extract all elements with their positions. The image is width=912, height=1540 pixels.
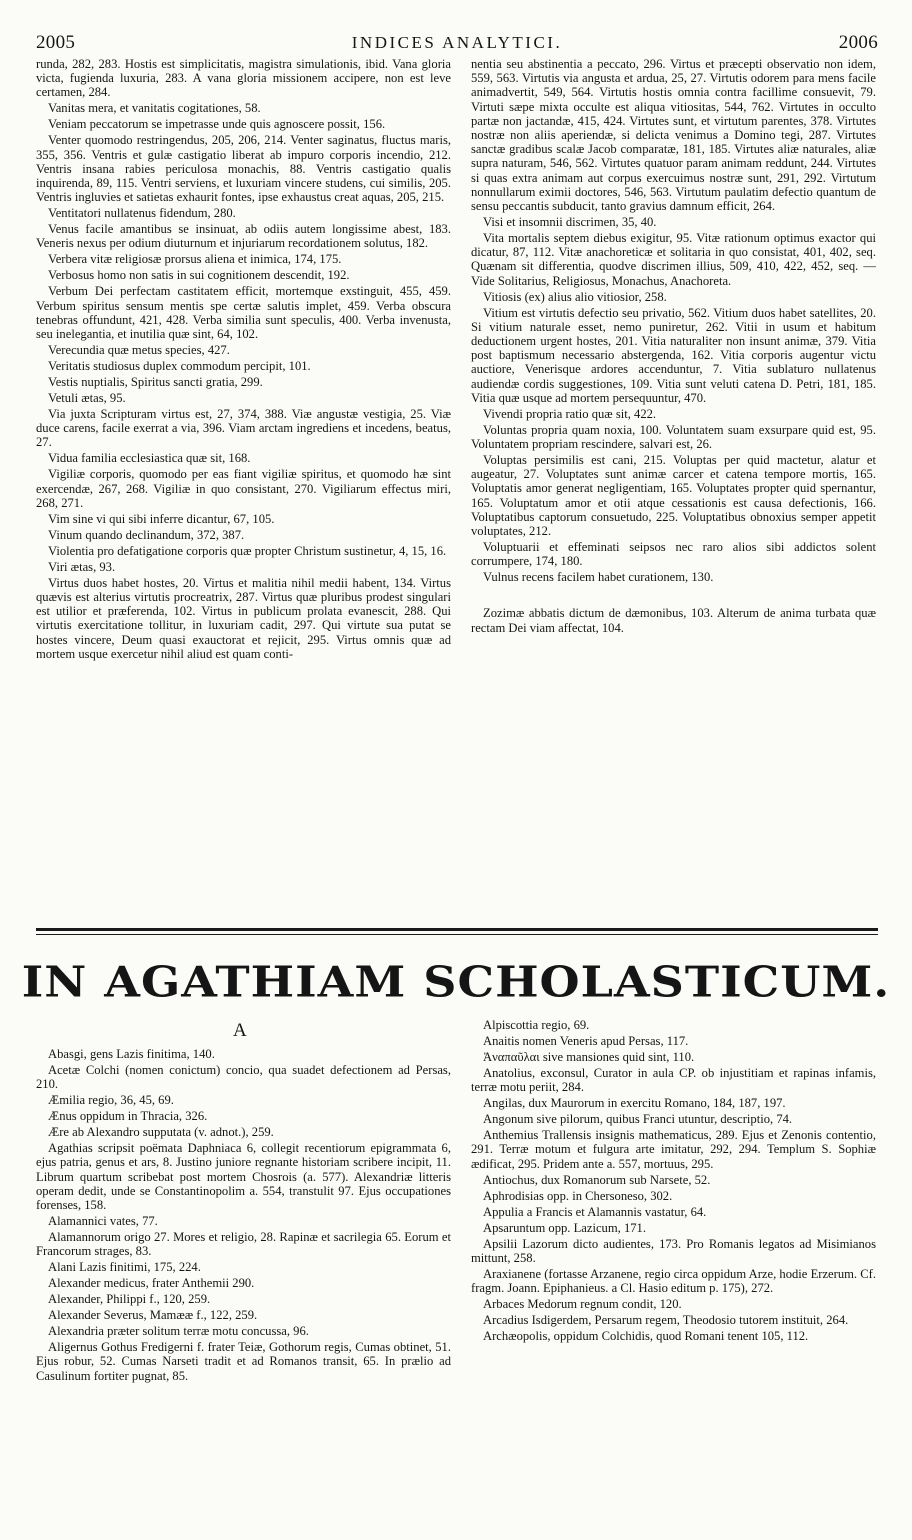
- index-entry: Abasgi, gens Lazis finitima, 140.: [48, 1047, 215, 1061]
- page-header: [36, 32, 878, 54]
- index-entry: Ære ab Alexandro supputata (v. adnot.), 259.: [48, 1125, 274, 1140]
- index-entry: Viri ætas, 93.: [48, 559, 116, 574]
- index-entry: Via juxta Scripturam virtus est, 27, 374, 388. Viæ angustæ vestigia, 25. Viæ duce carens, facile exerrat a via, 396. Viam arctam ingrediens et incedens, beatus, 27.: [36, 407, 451, 450]
- index-entry: Venter quomodo restringendus, 205, 206, 214. Venter saginatus, fluctus maris, 355, 356. Ventris et gulæ castigatio liberat ab impuro corporis incendio, 212. Ventris insana rabies periculosa monachis, 88. Ventris castigatio qualis inquirenda, 89, 115. Ventri serviens, et luxuriam vincere studens, cui similis, 205. Ventris ingluvies et satietas exhaurit fontes, ipse exhaustus creat aquas, 205, 215.: [36, 133, 451, 205]
- index-entry: Alpiscottia regio, 69.: [483, 1018, 590, 1032]
- index-entry: Visi et insomnii discrimen, 35, 40.: [483, 215, 657, 230]
- index-entry: Angonum sive pilorum, quibus Franci utuntur, descriptio, 74.: [483, 1112, 793, 1127]
- index-entry: Veritatis studiosus duplex commodum percipit, 101.: [48, 359, 311, 374]
- index-entry: Anaitis nomen Veneris apud Persas, 117.: [483, 1034, 689, 1048]
- index-entry: Verbera vitæ religiosæ prorsus aliena et inimica, 174, 175.: [48, 252, 342, 267]
- index-entry: Vanitas mera, et vanitatis cogitationes, 58.: [48, 101, 261, 116]
- index-entry: Violentia pro defatigatione corporis quæ propter Christum sustinetur, 4, 15, 16.: [48, 543, 447, 558]
- page-number-left: 2005: [36, 32, 76, 53]
- index-entry: Voluntas propria quam noxia, 100. Voluntatem suam exsurpare quid est, 95. Voluntatem propriam rescindere, salvari est, 26.: [471, 422, 876, 452]
- index-entry: Apsilii Lazorum dicto audientes, 173. Pro Romanis legatos ad Misimianos mittunt, 258.: [471, 1236, 876, 1265]
- index-entry: Vim sine vi qui sibi inferre dicantur, 67, 105.: [48, 511, 275, 526]
- index-column-bottom-left: [36, 1047, 451, 1385]
- index-entry: Veniam peccatorum se impetrasse unde quis agnoscere possit, 156.: [48, 117, 386, 132]
- index-entry: Voluptuarii et effeminati seipsos nec raro alios sibi addictos solent corrumpere, 174, 180.: [471, 540, 876, 569]
- index-entry: Alexandria præter solitum terræ motu concussa, 96.: [48, 1324, 309, 1339]
- index-entry: Venus facile amantibus se insinuat, ab odiis autem longissime abest, 183. Veneris nexus per odium diuturnum et injuriarum recordationem solutus, 182.: [36, 222, 451, 251]
- index-entry: Archæopolis, oppidum Colchidis, quod Romani tenent 105, 112.: [483, 1329, 809, 1344]
- section-title: IN AGATHIAM SCHOLASTICUM.: [21, 957, 891, 1007]
- section-divider-thick: [36, 928, 878, 931]
- index-entry: Aligernus Gothus Fredigerni f. frater Teiæ, Gothorum regis, Cumas obtinet, 51. Ejus robur, 52. Cumas Narseti tradit et ad Romanos transit, 65. In prælio ad Casulinum fortiter pugnat, 85.: [36, 1340, 451, 1383]
- index-entry: Vetuli ætas, 95.: [48, 391, 126, 406]
- index-entry: Alamannorum origo 27. Mores et religio, 28. Rapinæ et sacrilegia 65. Eorum et Francorum strages, 83.: [36, 1230, 451, 1259]
- index-entry: Acetæ Colchi (nomen conictum) concio, qua suadet defectionem ad Persas, 210.: [36, 1063, 451, 1092]
- index-entry: Apsaruntum opp. Lazicum, 171.: [483, 1220, 646, 1235]
- index-entry: Arbaces Medorum regnum condit, 120.: [483, 1297, 682, 1312]
- index-entry: Alexander Severus, Mamææ f., 122, 259.: [48, 1308, 258, 1323]
- index-entry: Vinum quando declinandum, 372, 387.: [48, 527, 245, 542]
- index-entry: Ventitatori nullatenus fidendum, 280.: [48, 206, 236, 221]
- index-entry: Æmilia regio, 36, 45, 69.: [48, 1093, 174, 1108]
- alphabet-letter-heading: A: [233, 1020, 247, 1041]
- index-entry: Angilas, dux Maurorum in exercitu Romano, 184, 187, 197.: [483, 1096, 786, 1111]
- index-entry: Verbum Dei perfectam castitatem efficit, mortemque exstinguit, 455, 459. Verbum spiritus sensum mentis spe certæ salutis implet, 459. Verba obscura tenebras offundunt, 421, 428. Verba similia sunt speculis, 400. Verba invenusta, seu inelegantia, et inutilia quæ sint, 64, 102.: [36, 284, 451, 342]
- index-column-top-right: [471, 57, 876, 637]
- index-entry: runda, 282, 283. Hostis est simplicitatis, magistra simulationis, ibid. Vana gloria victa, fugienda luxuria, 283. A vana gloria missionem accipere, non est leve certamen, 284.: [36, 57, 451, 100]
- page-number-right: 2006: [838, 32, 878, 53]
- index-entry: Vita mortalis septem diebus exigitur, 95. Vitæ rationum optimus exactor qui dicatur, 87, 112. Vitæ anachoreticæ et solitaria in quo consistat, 401, 402, seq. Quænam sit differentia, quodve discrimen illius, 509, 410, 422, 452, seq. — Vide Solitarius, Religiosus, Monachus, Anachoreta.: [471, 231, 876, 288]
- index-entry: Ἀναπαῦλαι sive mansiones quid sint, 110.: [483, 1050, 695, 1064]
- index-entry: Alexander, Philippi f., 120, 259.: [48, 1292, 211, 1307]
- running-title: INDICES ANALYTICI.: [351, 33, 563, 52]
- index-entry: Vestis nuptialis, Spiritus sancti gratia, 299.: [48, 375, 263, 390]
- index-entry: Alexander medicus, frater Anthemii 290.: [48, 1276, 255, 1291]
- index-entry: Anthemius Trallensis insignis mathematicus, 289. Ejus et Zenonis contentio, 291. Terræ motum et fulgura arte imitatur, 292, 294. Templum S. Sophiæ ædificat, 295. Pridem ante a. 557, mortuus, 295.: [471, 1128, 876, 1171]
- index-entry: Vivendi propria ratio quæ sit, 422.: [483, 406, 657, 421]
- index-entry: Verbosus homo non satis in sui cognitionem descendit, 192.: [48, 268, 350, 283]
- index-entry: Virtus duos habet hostes, 20. Virtus et malitia nihil medii habent, 134. Virtus quævis est alterius virtutis procreatrix, 287. Virtus quæ pluribus prodest singulari est utilior et præferenda, 102. Virtus in publicum prolata evanescit, 288. Qui virtutis exercitatione tollitur, in luxuriam cadit, 297. Qui virtute sua putat se hostes vincere, Deum quasi exauctorat et rejicit, 295. Virtus omnis quæ ad mortem usque exercetur nihil aliud est quam conti-: [36, 575, 451, 661]
- index-entry: Vidua familia ecclesiastica quæ sit, 168.: [48, 451, 251, 466]
- index-entry: Zozimæ abbatis dictum de dæmonibus, 103. Alterum de anima turbata quæ rectam Dei viam affectat, 104.: [471, 606, 876, 635]
- index-entry: Araxianene (fortasse Arzanene, regio circa oppidum Arze, hodie Erzerum. Cf. fragm. Joann. Epiphanieus. a Cl. Hasio editum p. 175), 272.: [471, 1266, 876, 1296]
- index-entry: Verecundia quæ metus species, 427.: [48, 343, 230, 358]
- index-entry: Agathias scripsit poëmata Daphniaca 6, collegit recentiorum epigrammata 6, ejus patria, genus et ars, 8. Justino juniore regnante historiam scribere incipit, 11. Librum quartum scribebat post mortem Chosrois (a. 577). Alexandriæ litteris operam dedit, unde se Constantinopolim a. 554, transtulit 97. Ejus occupationes forenses, 158.: [36, 1141, 451, 1213]
- index-entry: Vigiliæ corporis, quomodo per eas fiant vigiliæ spiritus, et quomodo hæ sint exercendæ, 267, 268. Vigiliæ in quo consistant, 270. Vigiliarum effectus miri, 268, 271.: [36, 467, 451, 510]
- index-entry: Alamannici vates, 77.: [48, 1214, 158, 1229]
- index-column-top-left: [36, 57, 451, 663]
- index-entry: Vitium est virtutis defectio seu privatio, 562. Vitium duos habet satellites, 20. Si vitium naturale esset, nemo puniretur, 262. Vitii in usum et habitum deductionem urgent hostes, 201. Vitia naturaliter non insunt animæ, 379. Vitia post baptismum necessario abstergenda, 162. Vitia corporis augentur victu auctiore, Venerisque ardores accenduntur, 7. Vitia sublaturo nullatenus audiendæ cordis suggestiones, 109. Vitia sunt veluti catena D. Petri, 181, 185. Vitia quæ usque ad mortem persequuntur, 470.: [471, 305, 876, 405]
- index-column-bottom-right: [471, 1018, 876, 1345]
- index-entry: Appulia a Francis et Alamannis vastatur, 64.: [483, 1204, 707, 1219]
- index-entry: Anatolius, exconsul, Curator in aula CP. ob injustitiam et rapinas infamis, terræ motu periit, 284.: [471, 1066, 876, 1095]
- index-entry: Voluptas persimilis est cani, 215. Voluptas per quid mactetur, alatur et augeatur, 27. Voluptates sunt animæ carcer et catena tempore mortis, 165. Voluptatis amor generat negligentiam, 165. Voluptates propter quid spernantur, 165. Voluptatum amor et otii atque cessationis est causa defectionis, 166. Voluptatibus captorum consuetudo, 225. Voluptatibus obnoxius semper appetit voluptates, 212.: [471, 453, 876, 539]
- index-entry: Ænus oppidum in Thracia, 326.: [48, 1109, 208, 1124]
- index-entry: nentia seu abstinentia a peccato, 296. Virtus et præcepti observatio non idem, 559, 563. Virtutis via angusta et ardua, 25, 27. Virtutis odorem para mens facile animadvertit, 549, 564. Virtutis hostis omnia contra facillime consuevit, 79. Virtuti sæpe mixta occulte est aliqua vitiositas, 544, 762. Virtutes in occulto partæ non jactandæ, 415, 424. Virtutes sunt, et virtutum parentes, 378. Virtutes nostræ non aliis aperiendæ, si delicta venimus a Domino tegi, 287. Virtutes sanctæ gradibus scalæ Jacob comparatæ, 181, 185. Virtutes aliæ naturales, aliæ supra naturam, 546, 562. Virtutes quatuor param animam reddunt, 244. Virtutes si quas extra animam aut corpus exercuimus nostræ sunt, 291, 292. Virtutum nonnullarum eximii doctores, 546, 563. Virtutum paulatim defectio quantum de sensu peccantis subducit, tanto gravius damnum efficit, 264.: [471, 57, 876, 214]
- index-entry: Vulnus recens facilem habet curationem, 130.: [483, 570, 714, 585]
- section-divider-thin: [36, 934, 878, 935]
- index-entry: Alani Lazis finitimi, 175, 224.: [48, 1260, 201, 1275]
- index-entry: Antiochus, dux Romanorum sub Narsete, 52.: [483, 1172, 711, 1187]
- index-entry: Arcadius Isdigerdem, Persarum regem, Theodosio tutorem instituit, 264.: [483, 1313, 849, 1328]
- index-entry: Vitiosis (ex) alius alio vitiosior, 258.: [483, 289, 667, 304]
- index-entry: Aphrodisias opp. in Chersoneso, 302.: [483, 1188, 673, 1203]
